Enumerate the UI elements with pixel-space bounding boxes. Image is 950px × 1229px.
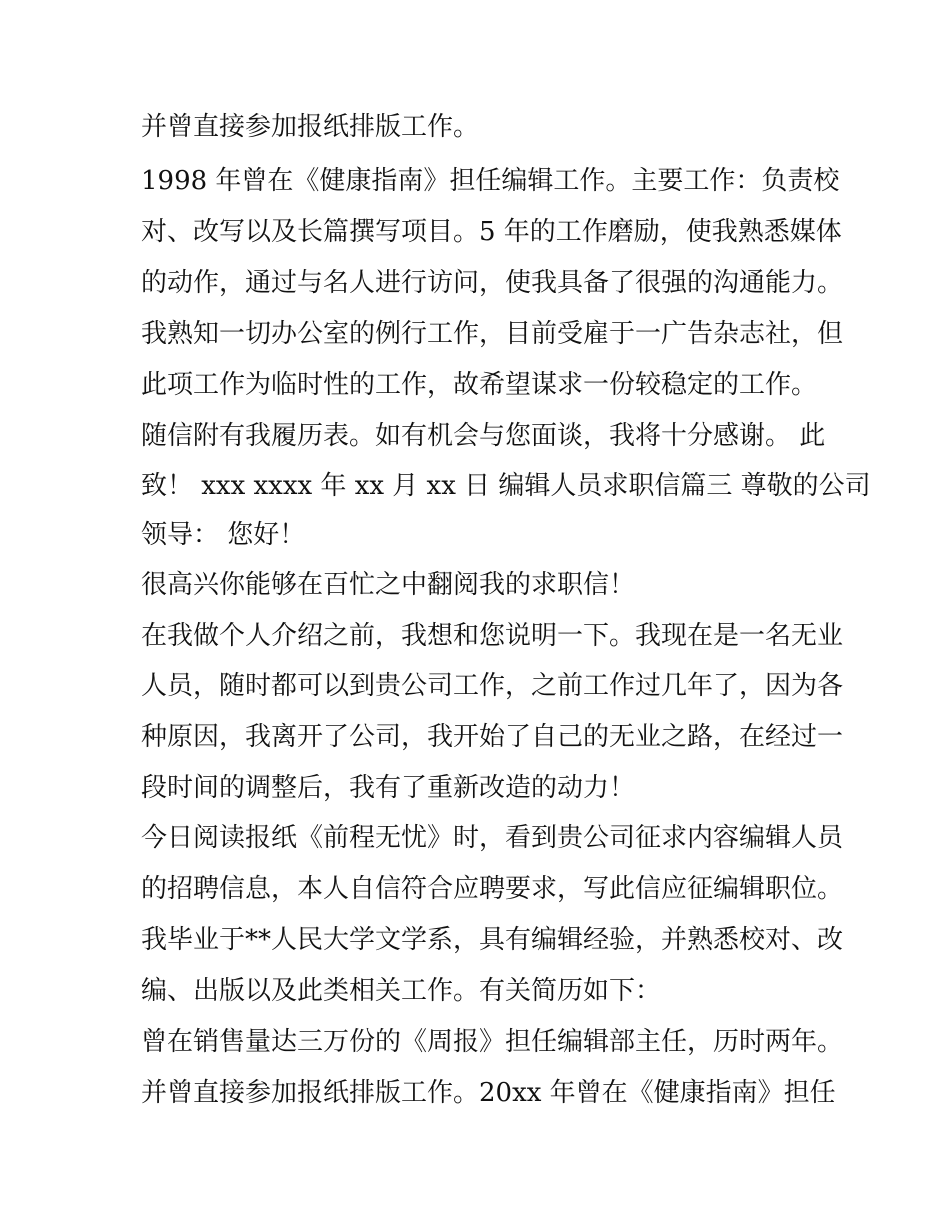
text-line: 并曾直接参加报纸排版工作。20xx 年曾在《健康指南》担任 [141, 1078, 836, 1108]
text-line: 的招聘信息，本人自信符合应聘要求，写此信应征编辑职位。 [141, 874, 844, 904]
text-line: 今日阅读报纸《前程无忧》时，看到贵公司征求内容编辑人员 [141, 823, 844, 853]
text-line: 此项工作为临时性的工作，故希望谋求一份较稳定的工作。 [141, 370, 818, 400]
text-line: 曾在销售量达三万份的《周报》担任编辑部主任，历时两年。 [141, 1027, 844, 1057]
text-line: 我熟知一切办公室的例行工作，目前受雇于一广告杂志社，但 [141, 319, 844, 349]
text-line: 编、出版以及此类相关工作。有关简历如下： [141, 976, 662, 1006]
text-line: 人员，随时都可以到贵公司工作，之前工作过几年了，因为各 [141, 671, 844, 701]
text-line: 我毕业于**人民大学文学系，具有编辑经验，并熟悉校对、改 [141, 925, 844, 955]
text-line: 随信附有我履历表。如有机会与您面谈，我将十分感谢。 此 [141, 421, 826, 451]
text-line: 段时间的调整后，我有了重新改造的动力！ [141, 773, 636, 803]
text-line: 种原因，我离开了公司，我开始了自己的无业之路，在经过一 [141, 722, 844, 752]
text-line: 并曾直接参加报纸排版工作。 [141, 112, 480, 142]
text-line: 的动作，通过与名人进行访问，使我具备了很强的沟通能力。 [141, 268, 844, 298]
text-line: 领导： 您好！ [141, 520, 306, 550]
text-line: 很高兴你能够在百忙之中翻阅我的求职信！ [141, 570, 636, 600]
text-line: 对、改写以及长篇撰写项目。5 年的工作磨励，使我熟悉媒体 [141, 217, 842, 247]
text-line: 在我做个人介绍之前，我想和您说明一下。我现在是一名无业 [141, 621, 844, 651]
text-line: 致！ xxx xxxx 年 xx 月 xx 日 编辑人员求职信篇三 尊敬的公司 [141, 471, 871, 501]
text-line: 1998 年曾在《健康指南》担任编辑工作。主要工作：负责校 [141, 166, 840, 196]
